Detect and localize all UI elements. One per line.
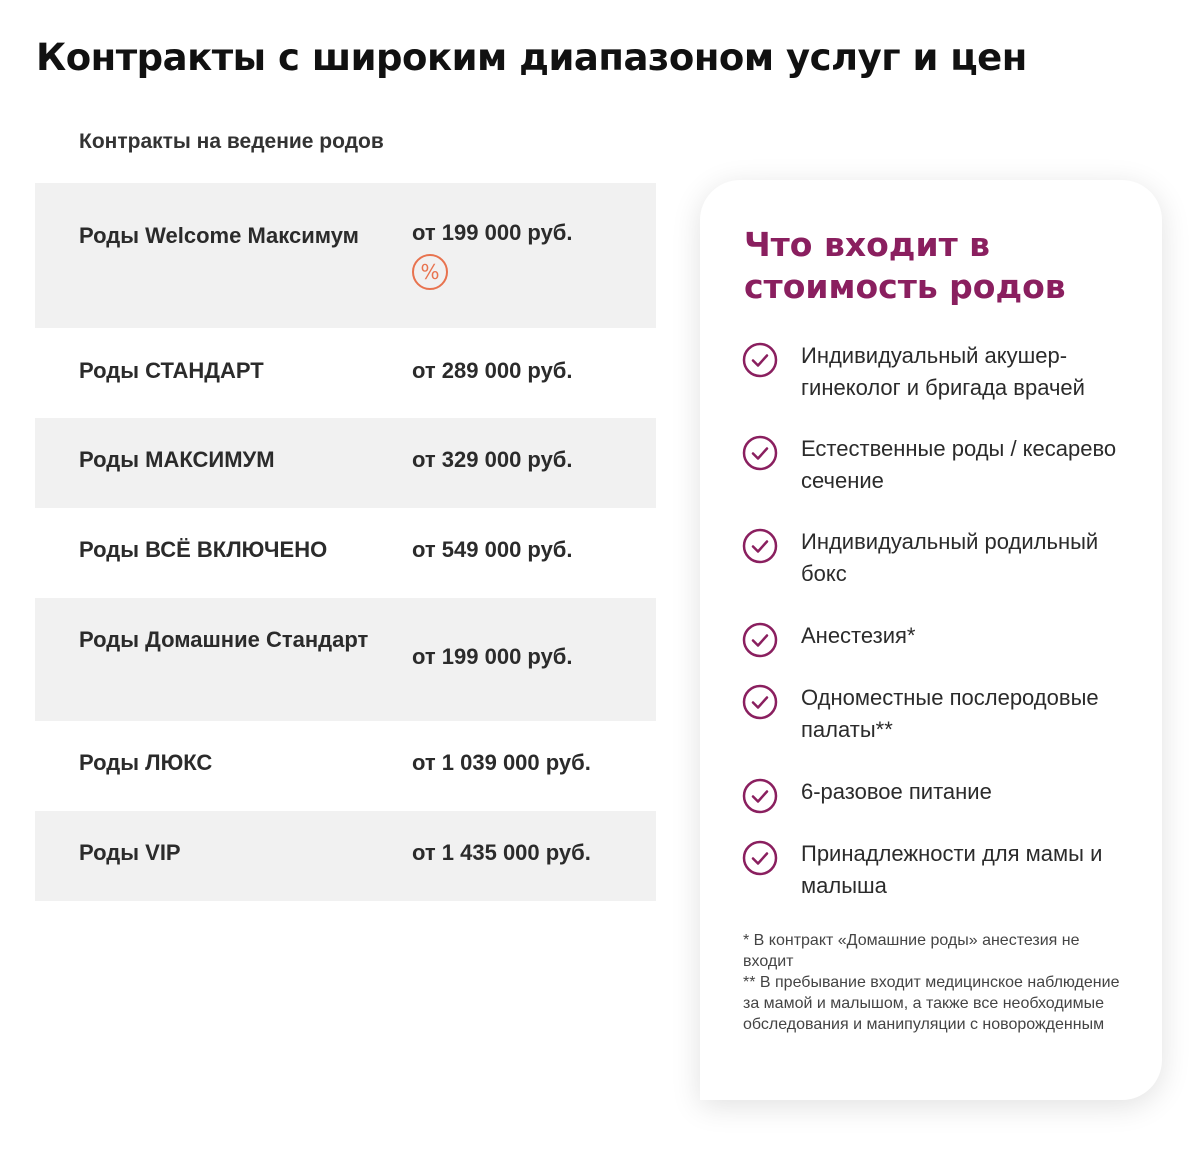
contract-name: Роды СТАНДАРТ (79, 358, 264, 383)
includes-card (700, 180, 1162, 1100)
check-circle-icon (742, 684, 778, 720)
feature-text: Одноместные послеродовые палаты** (801, 685, 1099, 742)
check-circle-icon (742, 528, 778, 564)
contract-name: Роды Домашние Стандарт (79, 627, 369, 652)
contract-row-home-standard[interactable] (35, 598, 656, 721)
page-title: Контракты с широким диапазоном услуг и цен (36, 36, 1027, 79)
contract-row-maximum[interactable] (35, 418, 656, 508)
footnote-anesthesia: * В контракт «Домашние роды» анестезия не входит (743, 932, 1080, 970)
feature-text: 6-разовое питание (801, 779, 992, 804)
contract-row-welcome-maximum[interactable] (35, 183, 656, 328)
contract-row-all-inclusive[interactable] (35, 508, 656, 598)
check-circle-icon (742, 778, 778, 814)
contract-price: от 199 000 руб. (412, 220, 573, 245)
feature-text: Принадлежности для мамы и малыша (801, 841, 1103, 898)
contracts-table (35, 183, 656, 901)
contract-row-lux[interactable] (35, 721, 656, 811)
contract-price: от 199 000 руб. (412, 644, 573, 669)
check-circle-icon (742, 435, 778, 471)
contract-name: Роды МАКСИМУМ (79, 447, 275, 472)
discount-percent-icon[interactable]: % (412, 254, 448, 290)
check-circle-icon (742, 840, 778, 876)
contract-name: Роды VIP (79, 840, 181, 865)
check-circle-icon (742, 622, 778, 658)
feature-text: Анестезия* (801, 623, 916, 648)
contract-row-vip[interactable] (35, 811, 656, 901)
contract-price: от 289 000 руб. (412, 358, 573, 383)
card-footnote (743, 930, 1123, 1035)
contract-price: от 549 000 руб. (412, 537, 573, 562)
section-subtitle: Контракты на ведение родов (79, 130, 384, 153)
contract-price: от 1 435 000 руб. (412, 840, 591, 865)
card-title: Что входит в стоимость родов (744, 225, 1066, 306)
footnote-stay: ** В пребывание входит медицинское наблюдение за мамой и малышом, а также все необходимые обследования и манипуляции с новорожденным (743, 974, 1120, 1033)
feature-text: Индивидуальный родильный бокс (801, 529, 1099, 586)
feature-text: Естественные роды / кесарево сечение (801, 436, 1117, 493)
feature-text: Индивидуальный акушер-гинеколог и бригада врачей (801, 343, 1085, 400)
contract-name: Роды ЛЮКС (79, 750, 213, 775)
contract-name: Роды Welcome Максимум (79, 223, 359, 248)
contract-row-standard[interactable] (35, 328, 656, 418)
contract-name: Роды ВСЁ ВКЛЮЧЕНО (79, 537, 328, 562)
contract-price: от 1 039 000 руб. (412, 750, 591, 775)
contract-price: от 329 000 руб. (412, 447, 573, 472)
check-circle-icon (742, 342, 778, 378)
